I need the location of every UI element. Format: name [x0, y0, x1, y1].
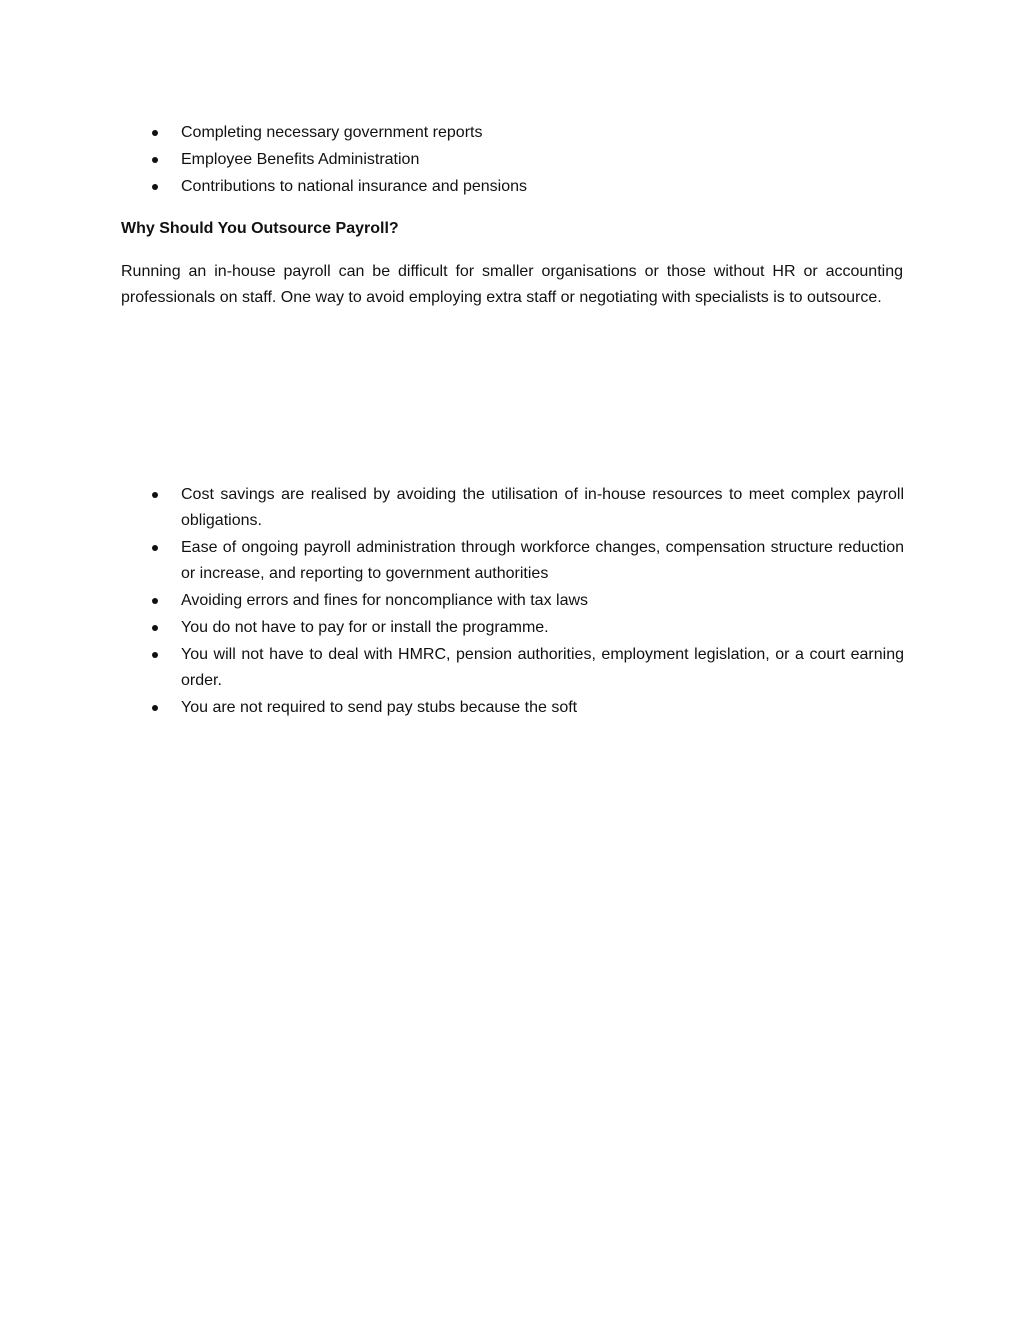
list-item: [121, 147, 904, 173]
bullet-icon: [152, 492, 158, 498]
list-item: [121, 174, 904, 200]
bullet-icon: [152, 625, 158, 631]
bullet-icon: [152, 184, 158, 190]
list-item-text: You do not have to pay for or install the programme.: [181, 619, 549, 636]
section-heading: Why Should You Outsource Payroll?: [121, 220, 399, 237]
list-item: [121, 482, 904, 534]
bullet-icon: [152, 157, 158, 163]
list-item-text: Avoiding errors and fines for noncompliance with tax laws: [181, 592, 589, 609]
list-item-text: Completing necessary government reports: [181, 124, 483, 141]
bullet-icon: [152, 545, 158, 551]
list-item: [121, 588, 904, 614]
list-item-text: You will not have to deal with HMRC, pension authorities, employment legislation, or a court earning order.: [181, 646, 904, 689]
list-item: [121, 120, 904, 146]
body-paragraph: Running an in-house payroll can be difficult for smaller organisations or those without HR or accounting professionals on staff. One way to avoid employing extra staff or negotiating with specialists is to outsource.: [121, 263, 903, 306]
list-item-text: You are not required to send pay stubs because the soft: [181, 699, 578, 716]
list-item: [121, 615, 904, 641]
benefits-bullet-list: [121, 482, 904, 722]
bullet-icon: [152, 652, 158, 658]
list-item: [121, 695, 904, 721]
list-item-text: Contributions to national insurance and pensions: [181, 178, 528, 195]
bullet-icon: [152, 705, 158, 711]
list-item-text: Ease of ongoing payroll administration through workforce changes, compensation structure reduction or increase, and reporting to government authorities: [181, 539, 904, 582]
bullet-icon: [152, 130, 158, 136]
list-item: [121, 535, 904, 587]
services-bullet-list: [121, 120, 904, 201]
list-item: [121, 642, 904, 694]
bullet-icon: [152, 598, 158, 604]
list-item-text: Cost savings are realised by avoiding the utilisation of in-house resources to meet complex payroll obligations.: [181, 486, 904, 529]
list-item-text: Employee Benefits Administration: [181, 151, 420, 168]
